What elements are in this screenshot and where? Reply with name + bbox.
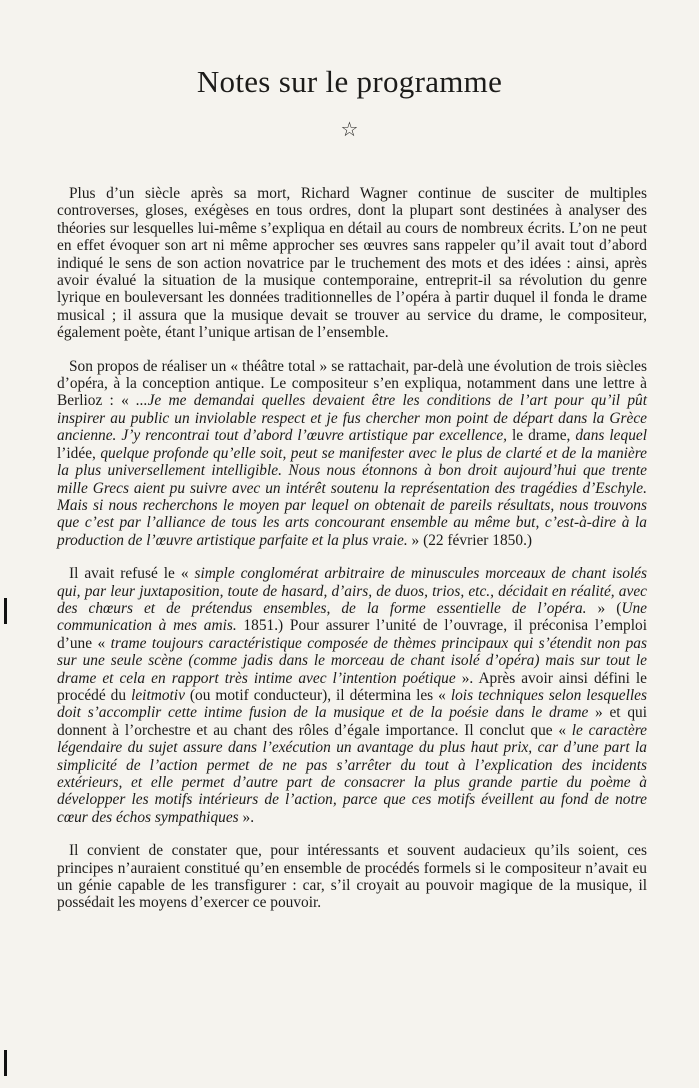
body-text: l’idée, — [57, 444, 101, 462]
body-text: ». — [238, 808, 255, 826]
quoted-text: dans lequel — [575, 427, 647, 445]
body-text: Plus d’un siècle après sa mort, Richard Wagner continue de susciter de multiples controverses, gloses, exégèses en tous ordres, dont la plupart sont destinées à analyser des théories sur lesquelles lui-même s’expliqua en détail au cours de nombreux écrits. L’on ne peut en effet évoquer son art ni même approcher ses œuvres sans rappeler qu’il avait tout d’abord indiqué le sens de son action novatrice par le truchement des mots et des idées : ainsi, après avoir évalué la situation de la musique contemporaine, entreprit-il sa révolution du genre lyrique en bouleversant les données traditionnelles de l’opéra à partir duquel il fonda le drame musical ; il assura que la musique devait se trouver au service du drame, le compositeur, également poète, étant l’unique artisan de l’ensemble. — [57, 185, 647, 342]
body-text: » ( — [586, 599, 622, 617]
quoted-text: Une communication à mes amis. — [57, 599, 647, 635]
body-text: ». Après avoir ainsi défini le procédé du — [57, 669, 647, 704]
body-text: Son propos de réaliser un « théâtre total » se rattachait, par-delà une évolution de trois siècles d’opéra, à la conception antique. Le compositeur s’en expliqua, notamment dans une lettre à Berlioz : « — [57, 357, 647, 410]
quoted-text: le caractère légendaire du sujet assure dans l’exécution un avantage du plus haut prix, car d’une part la simplicité de l’action permet de ne pas s’arrêter du tout à l’explication des incidents extérieurs, et elle permet d’autre part de consacrer la plus grande partie du poème à développer les motifs intérieurs de l’action, parce que ces motifs éveillent au fond de notre cœur des échos sympathiques — [57, 721, 647, 826]
body-text: » (22 février 1850.) — [407, 531, 533, 549]
star-ornament-icon: ☆ — [340, 119, 359, 141]
paragraph — [57, 185, 647, 342]
body-text: Il avait refusé le « — [69, 565, 195, 583]
margin-mark — [4, 598, 7, 624]
quoted-text: trame toujours caractéristique composée de thèmes principaux qui s’étendit non pas sur une seule scène (comme jadis dans le morceau de chant isolé d’opéra) mais sur tout le drame et cela en rapport très intime avec l’intention poétique — [57, 634, 647, 687]
quoted-text: leitmotiv — [131, 686, 185, 704]
body-text: » et qui donnent à l’orchestre et au chant des rôles d’égale importance. Il conclut que « — [57, 704, 647, 739]
body-text: (ou motif conducteur), il détermina les « — [184, 686, 451, 704]
body-text: 1851.) Pour assurer l’unité de l’ouvrage, il préconisa l’emploi d’une « — [57, 617, 647, 652]
body-text: le drame, — [507, 427, 576, 445]
quoted-text: quelque profonde qu’elle soit, peut se manifester avec le plus de clarté et de la manière la plus universellement intelligible. Nous nous étonnons à bon droit aujourd’hui que trente mille Grecs aient pu suivre avec un intérêt soutenu la représentation des tragédies d’Eschyle. Mais si nous recherchons le moyen par lequel on obtenait de pareils résultats, nous trouvons que c’est par l’alliance de tous les arts concourant ensemble au même but, c’est-à-dire à la production de l’œuvre artistique parfaite et la plus vraie. — [57, 444, 648, 549]
body-text: Il convient de constater que, pour intéressants et souvent audacieux qu’ils soient, ces principes n’auraient constitué qu’en ensemble de procédés formels si le compositeur n’avait eu un génie capable de les transfigurer : car, s’il croyait au pouvoir magique de la musique, il possédait les moyens d’exercer ce pouvoir. — [57, 842, 647, 912]
article-body — [57, 185, 647, 928]
page-title: Notes sur le programme — [196, 64, 503, 99]
quoted-text: ...Je me demandai quelles devaient être les conditions de l’art pour qu’il pût inspirer au public un inviolable respect et je fus chercher mon point de départ dans la Grèce ancienne. J’y rencontrai tout d’abord l’œuvre artistique par excellence, — [57, 392, 647, 445]
margin-mark — [4, 1050, 7, 1076]
paragraph — [57, 565, 647, 826]
quoted-text: lois techniques selon lesquelles doit s’accomplir cette intime fusion de la musique et de la poésie dans le drame — [57, 686, 647, 722]
paragraph — [57, 842, 647, 912]
quoted-text: simple conglomérat arbitraire de minuscules morceaux de chant isolés qui, par leur juxtaposition, toute de hasard, d’airs, de duos, trios, etc., décidait en réalité, avec des chœurs et de prétendus ensembles, de la forme essentielle de l’opéra. — [57, 565, 647, 617]
paragraph — [57, 358, 647, 549]
